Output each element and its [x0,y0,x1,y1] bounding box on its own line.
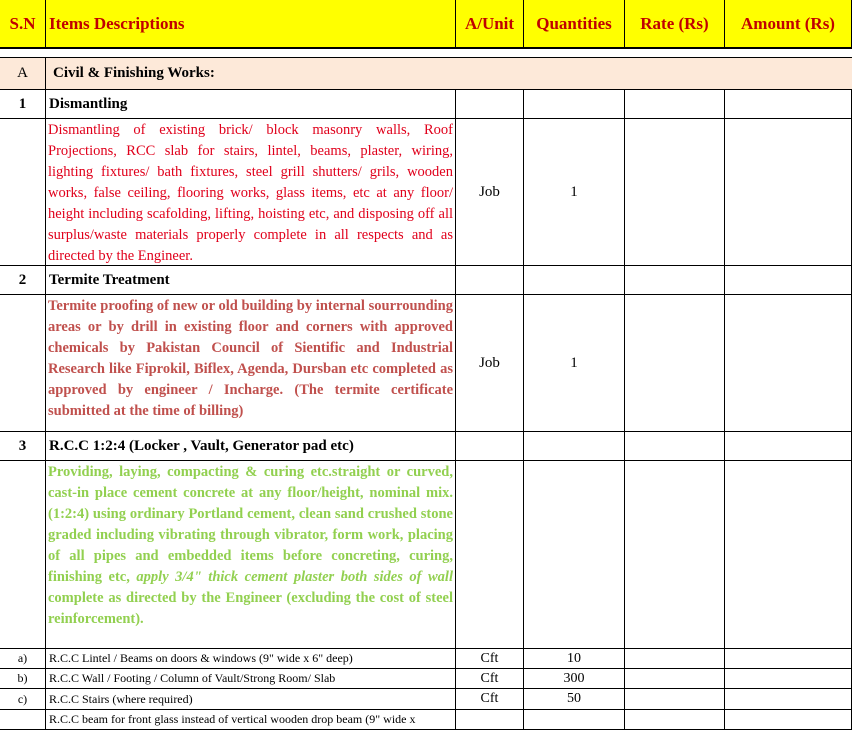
header-unit: A/Unit [456,0,524,49]
item-2-unit: Job [456,295,524,432]
item-3-sn: 3 [0,432,46,461]
sub-item-b-desc: R.C.C Wall / Footing / Column of Vault/Strong Room/ Slab [46,669,456,689]
sub-item-c-unit: Cft [456,689,524,710]
sub-item-b-sn: b) [0,669,46,689]
sub-item-a-qty: 10 [524,649,625,669]
item-2-rate[interactable] [625,295,725,432]
sub-item-b-amount[interactable] [725,669,852,689]
sub-item-b-rate[interactable] [625,669,725,689]
sub-item-a-sn: a) [0,649,46,669]
item-1-title: Dismantling [46,90,456,119]
spacer-row [0,49,852,58]
header-sn: S.N [0,0,46,49]
sub-item-a-unit: Cft [456,649,524,669]
item-3-description-c: complete as directed by the Engineer (excluding the cost of steel reinforcement). [48,590,453,627]
header-description: Items Descriptions [46,0,456,49]
item-1-sn: 1 [0,90,46,119]
sub-item-a-rate[interactable] [625,649,725,669]
sub-item-c-rate[interactable] [625,689,725,710]
header-rate: Rate (Rs) [625,0,725,49]
item-3-description-a: Providing, laying, compacting & curing etc.straight or curved, cast-in place cement concrete at any floor/height, nominal mix. (1:2:4) using ordinary Portland cement, clean sand crushed stone graded including vibrating through vibrator, form work, placing of all pipes and embedded items before concreting, curing, finishing etc, [48,464,453,585]
sub-item-c-amount[interactable] [725,689,852,710]
section-title: Civil & Finishing Works: [46,58,852,90]
item-1-amount[interactable] [725,119,852,266]
sub-item-b-unit: Cft [456,669,524,689]
item-2-amount[interactable] [725,295,852,432]
item-3-description [46,461,456,649]
item-1-unit: Job [456,119,524,266]
header-amount: Amount (Rs) [725,0,852,49]
sub-item-a-desc: R.C.C Lintel / Beams on doors & windows (9" wide x 6" deep) [46,649,456,669]
item-1-qty: 1 [524,119,625,266]
sub-item-a-amount[interactable] [725,649,852,669]
item-1-rate[interactable] [625,119,725,266]
section-sn: A [0,58,46,90]
sub-item-c-qty: 50 [524,689,625,710]
item-3-description-emphasis: apply 3/4" thick cement plaster both sides of wall [136,569,453,585]
item-2-sn: 2 [0,266,46,295]
header-quantities: Quantities [524,0,625,49]
sub-item-b-qty: 300 [524,669,625,689]
item-3-title: R.C.C 1:2:4 (Locker , Vault, Generator pad etc) [46,432,456,461]
sub-item-d-desc: R.C.C beam for front glass instead of vertical wooden drop beam (9" wide x [46,710,456,730]
item-2-qty: 1 [524,295,625,432]
sub-item-c-desc: R.C.C Stairs (where required) [46,689,456,710]
item-1-description: Dismantling of existing brick/ block masonry walls, Roof Projections, RCC slab for stairs, lintel, beams, plaster, wiring, lighting fixtures/ bath fixtures, steel grill shutters/ grils, wooden works, false ceiling, flooring works, glass items, etc at any floor/ height including scafolding, lifting, hoisting etc, and disposing off all surplus/waste materials properly complete in all respects and as directed by the Engineer. [46,119,456,266]
item-2-title: Termite Treatment [46,266,456,295]
sub-item-c-sn: c) [0,689,46,710]
item-2-description: Termite proofing of new or old building by internal sourrounding areas or by drill in existing floor and corners with approved chemicals by Pakistan Council of Sientific and Industrial Research like Fiprokil, Biflex, Agenda, Dursban etc completed as approved by engineer / Incharge. (The termite certificate submitted at the time of billing) [46,295,456,432]
